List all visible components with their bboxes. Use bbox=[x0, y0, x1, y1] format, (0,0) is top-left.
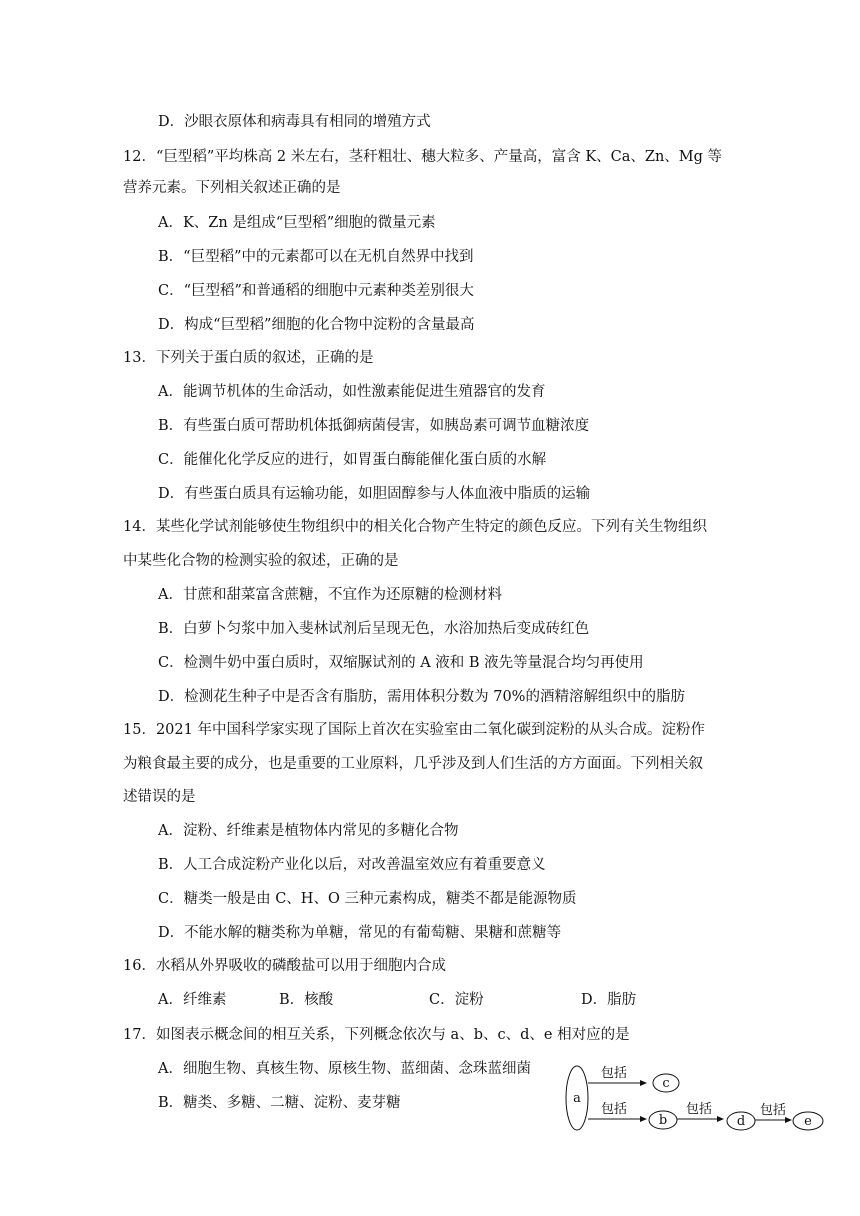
diagram-node-b bbox=[649, 1111, 677, 1129]
q16-option-a: A．纤维素 bbox=[158, 992, 227, 1008]
q12-option-b: B．“巨型稻”中的元素都可以在无机自然界中找到 bbox=[158, 249, 474, 265]
q13-stem-line1: 13．下列关于蛋白质的叙述，正确的是 bbox=[123, 350, 374, 366]
q14-option-b: B．白萝卜匀浆中加入斐林试剂后呈现无色，水浴加热后变成砖红色 bbox=[158, 621, 590, 637]
arrow-b-to-d bbox=[677, 1101, 723, 1119]
q13-option-d: D．有些蛋白质具有运输功能，如胆固醇参与人体血液中脂质的运输 bbox=[158, 486, 591, 502]
diagram-node-e bbox=[793, 1112, 823, 1130]
diagram-node-a bbox=[566, 1066, 588, 1130]
q13-option-c: C．能催化化学反应的进行，如胃蛋白酶能催化蛋白质的水解 bbox=[158, 452, 547, 468]
q12-option-d: D．构成“巨型稻”细胞的化合物中淀粉的含量最高 bbox=[158, 317, 475, 333]
q17-stem-line1: 17．如图表示概念间的相互关系，下列概念依次与 a、b、c、d、e 相对应的是 bbox=[123, 1027, 630, 1043]
q14-option-d: D．检测花生种子中是否含有脂肪，需用体积分数为 70%的酒精溶解组织中的脂肪 bbox=[158, 689, 685, 705]
q16-option-b: B．核酸 bbox=[279, 992, 334, 1008]
arrow-label-ac: 包括 bbox=[600, 1066, 628, 1081]
q15-option-c: C．糖类一般是由 C、H、O 三种元素构成，糖类不都是能源物质 bbox=[158, 891, 577, 907]
q15-stem-line1: 15．2021 年中国科学家实现了国际上首次在实验室由二氧化碳到淀粉的从头合成。淀粉作 bbox=[123, 722, 705, 738]
diagram-node-c bbox=[653, 1074, 679, 1092]
q15-option-a: A．淀粉、纤维素是植物体内常见的多糖化合物 bbox=[158, 823, 459, 839]
q15-option-d: D．不能水解的糖类称为单糖，常见的有葡萄糖、果糖和蔗糖等 bbox=[158, 925, 562, 941]
q12-stem-line2: 营养元素。下列相关叙述正确的是 bbox=[123, 180, 341, 196]
arrow-label-ab: 包括 bbox=[600, 1102, 628, 1117]
q13-option-b: B．有些蛋白质可帮助机体抵御病菌侵害，如胰岛素可调节血糖浓度 bbox=[158, 418, 590, 434]
q11-option-d: D．沙眼衣原体和病毒具有相同的增殖方式 bbox=[158, 114, 431, 130]
arrow-a-to-c bbox=[588, 1065, 646, 1083]
q14-stem-line2: 中某些化合物的检测实验的叙述，正确的是 bbox=[123, 553, 399, 569]
q17-option-b: B．糖类、多糖、二糖、淀粉、麦芽糖 bbox=[158, 1095, 401, 1111]
arrow-d-to-e bbox=[755, 1102, 791, 1120]
q14-option-a: A．甘蔗和甜菜富含蔗糖，不宜作为还原糖的检测材料 bbox=[158, 587, 502, 603]
q17-option-a: A．细胞生物、真核生物、原核生物、蓝细菌、念珠蓝细菌 bbox=[158, 1061, 531, 1077]
node-c-label: c bbox=[662, 1076, 670, 1091]
arrow-label-de: 包括 bbox=[759, 1103, 787, 1118]
node-a-label: a bbox=[573, 1091, 581, 1106]
diagram-node-d bbox=[727, 1112, 755, 1130]
node-d-label: d bbox=[736, 1114, 746, 1129]
q12-option-c: C．“巨型稻”和普通稻的细胞中元素种类差别很大 bbox=[158, 283, 474, 299]
concept-diagram bbox=[560, 1062, 830, 1134]
node-e-label: e bbox=[804, 1114, 812, 1129]
node-b-label: b bbox=[658, 1113, 668, 1128]
q14-stem-line1: 14．某些化学试剂能够使生物组织中的相关化合物产生特定的颜色反应。下列有关生物组织 bbox=[123, 519, 707, 535]
q16-option-d: D．脂肪 bbox=[581, 992, 637, 1008]
q15-option-b: B．人工合成淀粉产业化以后，对改善温室效应有着重要意义 bbox=[158, 857, 546, 873]
q16-option-c: C．淀粉 bbox=[429, 992, 484, 1008]
arrow-label-bd: 包括 bbox=[685, 1102, 713, 1117]
q15-stem-line3: 述错误的是 bbox=[123, 789, 196, 805]
q13-option-a: A．能调节机体的生命活动，如性激素能促进生殖器官的发育 bbox=[158, 384, 546, 400]
q14-option-c: C．检测牛奶中蛋白质时，双缩脲试剂的 A 液和 B 液先等量混合均匀再使用 bbox=[158, 655, 644, 671]
q12-stem-line1: 12．“巨型稻”平均株高 2 米左右，茎秆粗壮、穗大粒多、产量高，富含 K、Ca、Zn、Mg 等 bbox=[123, 149, 723, 165]
q15-stem-line2: 为粮食最主要的成分，也是重要的工业原料，几乎涉及到人们生活的方方面面。下列相关叙 bbox=[123, 756, 703, 772]
q12-option-a: A．K、Zn 是组成“巨型稻”细胞的微量元素 bbox=[158, 215, 436, 231]
q16-stem-line1: 16．水稻从外界吸收的磷酸盐可以用于细胞内合成 bbox=[123, 958, 446, 974]
arrow-a-to-b bbox=[588, 1101, 646, 1119]
